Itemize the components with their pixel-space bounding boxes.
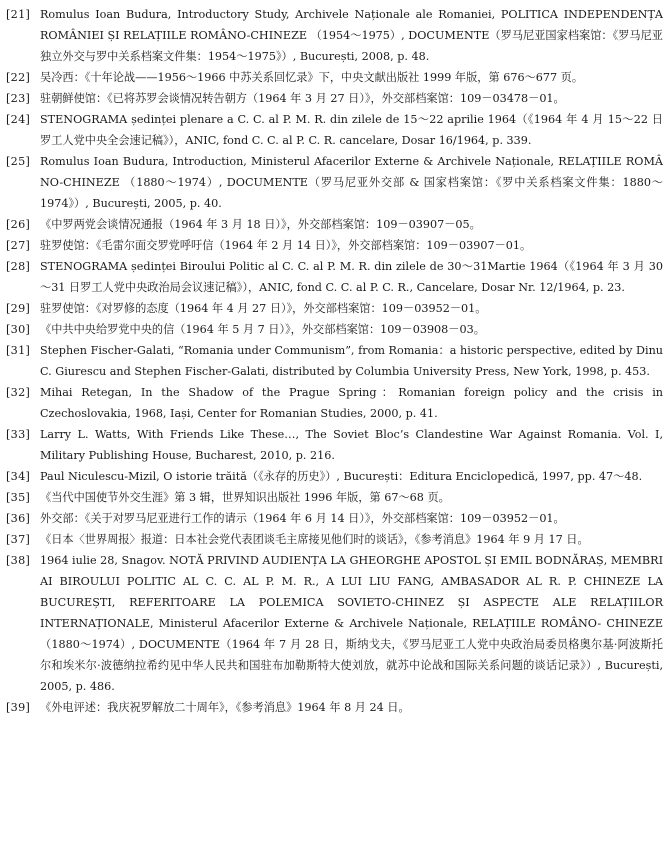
reference-entry	[6, 550, 663, 697]
reference-number: [26]	[6, 218, 31, 231]
reference-entry	[6, 697, 663, 718]
reference-text: 《当代中国使节外交生涯》第 3 辑，世界知识出版社 1996 年版，第 67～68 页。	[40, 491, 450, 504]
reference-text: 1964 iulie 28, Snagov. NOTĂ PRIVIND AUDIENȚA LA GHEORGHE APOSTOL ȘI EMIL BODNĂRAȘ, MEMBRI AI BIROULUI POLITIC AL C. C. AL P. M. R., A LUI LIU FANG, AMBASADOR AL R. P. CHINEZE LA BUCUREȘTI, REFERITOARE LA POLEMICA SOVIETO-CHINEZ ȘI ASPECTE ALE RELAȚIILOR INTERNAȚIONALE, Ministerul Afacerilor Externe & Archivele Naționale, RELAȚIILE ROMÂNO- CHINEZE（1880～1974）, DOCUMENTE（1964 年 7 月 28 日，斯纳戈夫，《罗马尼亚工人党中央政治局委员格奥尔基·阿波斯托尔和埃米尔·波德纳拉希约见中华人民共和国驻布加勒斯特大使刘放，就苏中论战和国际关系问题的谈话记录》）, București, 2005, p. 486.	[40, 554, 663, 693]
reference-number: [34]	[6, 470, 31, 483]
reference-entry	[6, 235, 663, 256]
reference-text: Stephen Fischer-Galati, “Romania under Communism”, from Romania：a historic perspective, edited by Dinu C. Giurescu and Stephen Fischer-Galati, distributed by Columbia University Press, New York, 1998, p. 453.	[40, 344, 663, 378]
reference-text: 外交部：《关于对罗马尼亚进行工作的请示（1964 年 6 月 14 日）》，外交部档案馆：109－03952－01。	[40, 512, 565, 525]
reference-number: [21]	[6, 8, 31, 21]
reference-text: Paul Niculescu-Mizil, O istorie trăită（《永存的历史》）, București：Editura Enciclopedică, 1997, pp. 47～48.	[40, 470, 643, 483]
reference-text: STENOGRAMA ședinței Biroului Politic al C. C. al P. M. R. din zilele de 30～31Martie 1964（《1964 年 3 月 30～31 日罗工人党中央政治局会议速记稿》），ANIC, fond C. C. al P. C. R., Cancelare, Dosar Nr. 12/1964, p. 23.	[40, 260, 663, 294]
reference-number: [30]	[6, 323, 31, 336]
reference-text: 吴冷西：《十年论战——1956～1966 中苏关系回忆录》下，中央文献出版社 1999 年版，第 676～677 页。	[40, 71, 584, 84]
reference-entry	[6, 88, 663, 109]
reference-number: [35]	[6, 491, 31, 504]
reference-text: 《外电评述：我庆祝罗解放二十周年》，《参考消息》1964 年 8 月 24 日。	[40, 701, 410, 714]
reference-entry	[6, 298, 663, 319]
reference-text: 《中罗两党会谈情况通报（1964 年 3 月 18 日）》，外交部档案馆：109－03907－05。	[40, 218, 481, 231]
reference-entry	[6, 151, 663, 214]
reference-text: 《中共中央给罗党中央的信（1964 年 5 月 7 日）》，外交部档案馆：109－03908－03。	[40, 323, 485, 336]
reference-number: [29]	[6, 302, 31, 315]
reference-entry	[6, 319, 663, 340]
reference-entry	[6, 487, 663, 508]
reference-number: [22]	[6, 71, 31, 84]
reference-entry	[6, 508, 663, 529]
reference-entry	[6, 67, 663, 88]
reference-entry	[6, 424, 663, 466]
reference-text: Larry L. Watts, With Friends Like These…, The Soviet Bloc’s Clandestine War Against Romania. Vol. I, Military Publishing House, Bucharest, 2010, p. 216.	[40, 428, 663, 462]
reference-number: [27]	[6, 239, 31, 252]
reference-text: 驻朝鲜使馆：《已将苏罗会谈情况转告朝方（1964 年 3 月 27 日）》，外交部档案馆：109－03478－01。	[40, 92, 565, 105]
reference-number: [23]	[6, 92, 31, 105]
reference-entry	[6, 214, 663, 235]
reference-text: 《日本〈世界周报〉报道：日本社会党代表团谈毛主席接见他们时的谈话》，《参考消息》1964 年 9 月 17 日。	[40, 533, 589, 546]
reference-text: STENOGRAMA ședinței plenare a C. C. al P. M. R. din zilele de 15～22 aprilie 1964（《1964 年 4 月 15～22 日罗工人党中央全会速记稿》），ANIC, fond C. C. al P. C. R. cancelare, Dosar 16/1964, p. 339.	[40, 113, 663, 147]
reference-number: [36]	[6, 512, 31, 525]
reference-entry	[6, 4, 663, 67]
reference-entry	[6, 466, 663, 487]
reference-number: [24]	[6, 113, 31, 126]
reference-entry	[6, 256, 663, 298]
reference-number: [38]	[6, 554, 31, 567]
reference-number: [28]	[6, 260, 31, 273]
reference-number: [25]	[6, 155, 31, 168]
reference-entry	[6, 529, 663, 550]
reference-entry	[6, 109, 663, 151]
reference-number: [32]	[6, 386, 31, 399]
reference-number: [37]	[6, 533, 31, 546]
reference-text: Romulus Ioan Budura, Introduction, Ministerul Afacerilor Externe & Archivele Naționale, RELAȚIILE ROMÂ NO-CHINEZE （1880～1974）, DOCUMENTE（罗马尼亚外交部 & 国家档案馆：《罗中关系档案文件集：1880～1974》）, București, 2005, p. 40.	[40, 155, 663, 210]
reference-number: [31]	[6, 344, 31, 357]
reference-text: Romulus Ioan Budura, Introductory Study, Archivele Naționale ale Romaniei, POLITICA INDEPENDENȚA ROMÂNIEI ȘI RELAȚIILE ROMÂNO-CHINEZE （1954～1975）, DOCUMENTE（罗马尼亚国家档案馆：《罗马尼亚独立外交与罗中关系档案文件集：1954～1975》）, București, 2008, p. 48.	[40, 8, 663, 63]
reference-number: [39]	[6, 701, 31, 714]
reference-entry	[6, 382, 663, 424]
reference-text: 驻罗使馆：《毛雷尔面交罗党呼吁信（1964 年 2 月 14 日）》，外交部档案馆：109－03907－01。	[40, 239, 532, 252]
reference-text: 驻罗使馆：《对罗修的态度（1964 年 4 月 27 日）》，外交部档案馆：109－03952－01。	[40, 302, 487, 315]
reference-text: Mihai Retegan, In the Shadow of the Prague Spring：Romanian foreign policy and the crisis in Czechoslovakia, 1968, Iași, Center for Romanian Studies, 2000, p. 41.	[40, 386, 663, 420]
reference-number: [33]	[6, 428, 31, 441]
reference-entry	[6, 340, 663, 382]
